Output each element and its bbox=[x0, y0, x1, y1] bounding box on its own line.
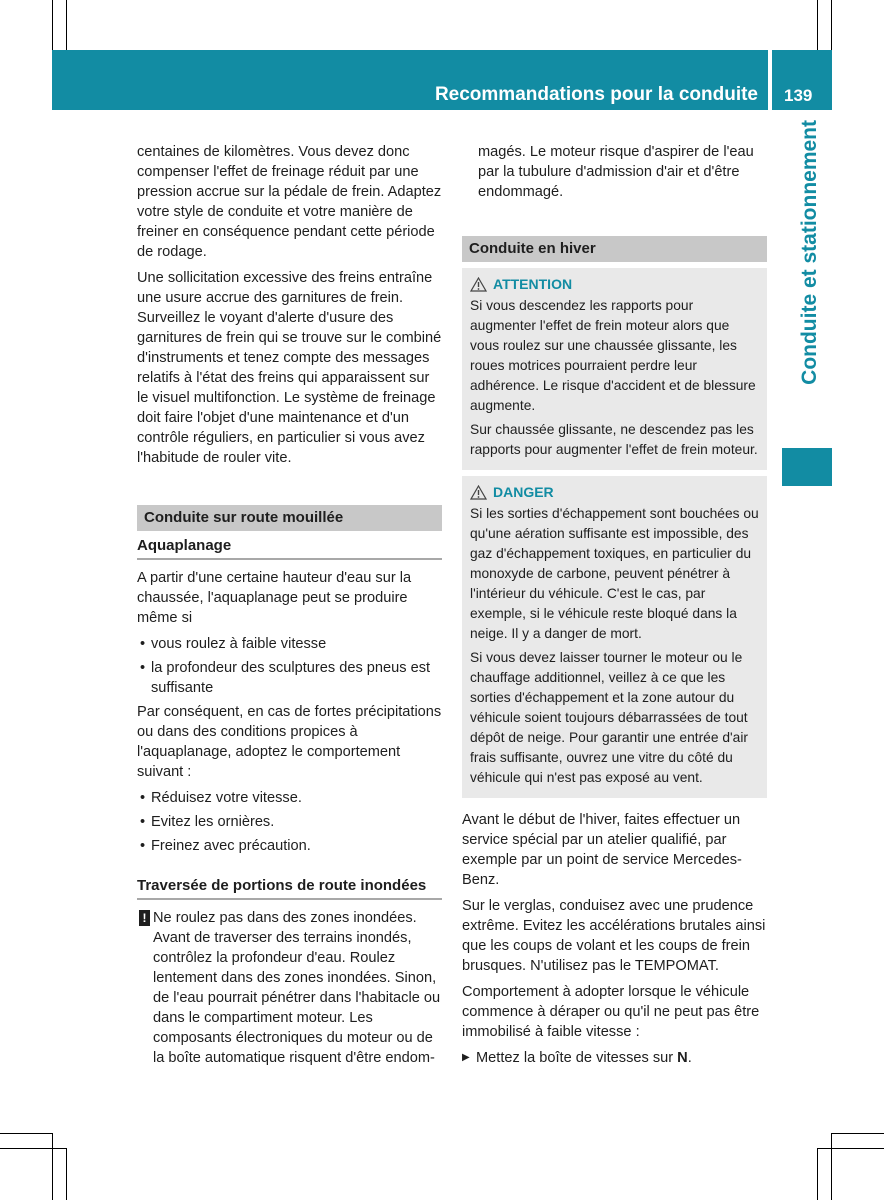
list-item: • Réduisez votre vitesse. bbox=[137, 788, 442, 808]
winter-paragraph: Comportement à adopter lorsque le véhicule commence à déraper ou qu'il ne peut pas être immobilisé à faible vitesse : bbox=[462, 984, 760, 1040]
page-title: Recommandations pour la conduite bbox=[434, 84, 758, 105]
crop-mark bbox=[52, 0, 53, 50]
crop-mark bbox=[817, 0, 818, 50]
header-band bbox=[52, 50, 768, 110]
danger-title bbox=[470, 482, 760, 502]
subheading-aquaplaning: Aquaplanage bbox=[137, 536, 442, 560]
side-tab-label: Conduite et stationnement bbox=[798, 120, 821, 385]
warning-triangle-icon bbox=[470, 277, 487, 292]
list-item: • Freinez avec précaution. bbox=[137, 836, 442, 856]
intro-paragraph: Une sollicitation excessive des freins entraîne une usure accrue des garnitures de frein. Surveillez le voyant d'alerte d'usure des garnitures de frein qui se trouve sur le combiné d'instruments et tenez compte des messages relatifs à l'état des freins qui apparaissent sur le visuel multifonction. Le système de freinage doit faire l'objet d'une maintenance et d'un contrôle réguliers, en particulier si vous avez l'habitude de rouler vite. bbox=[137, 270, 442, 466]
subheading-flooded-roads: Traversée de portions de route inondées bbox=[137, 876, 442, 900]
crop-mark bbox=[0, 1148, 66, 1149]
step-text: Mettez la boîte de vitesses sur bbox=[476, 1050, 678, 1066]
crop-mark bbox=[817, 1148, 884, 1149]
notice bbox=[137, 908, 442, 1068]
aquaplaning-intro: A partir d'une certaine hauteur d'eau sur la chaussée, l'aquaplanage peut se produire même si bbox=[137, 570, 412, 626]
list-item: • la profondeur des sculptures des pneus est suffisante bbox=[137, 658, 442, 698]
notice-text: Ne roulez pas dans des zones inondées. Avant de traverser des terrains inondés, contrôlez la profondeur d'eau. Roulez lentement dans des zones inondées. Sinon, de l'eau pourrait pénétrer dans l'habitacle ou dans le compartiment moteur. Les composants électroniques du moteur ou de la boîte automatique risquent d'être endom- bbox=[153, 910, 441, 1066]
attention-title bbox=[470, 274, 760, 294]
aquaplaning-advice: Par conséquent, en cas de fortes précipitations ou dans des conditions propices à l'aquaplanage, adoptez le comportement suivant : bbox=[137, 704, 442, 780]
crop-mark bbox=[52, 1133, 53, 1200]
danger-label: DANGER bbox=[493, 484, 554, 500]
attention-paragraph: Si vous descendez les rapports pour augmenter l'effet de frein moteur alors que vous roulez sur une chaussée glissante, les roues motrices pourraient perdre leur adhérence. Le risque d'accident et de blessure augmente. bbox=[470, 298, 756, 413]
crop-mark bbox=[817, 1148, 818, 1200]
side-tab-marker bbox=[782, 448, 832, 486]
crop-mark bbox=[831, 0, 832, 50]
crop-mark bbox=[831, 1133, 884, 1134]
danger-paragraph: Si vous devez laisser tourner le moteur ou le chauffage additionnel, veillez à ce que les sorties d'échappement et la zone autour du véhicule soient toujours débarrassées de tout dépôt de neige. Pour garantir une entrée d'air frais suffisante, ouvrez une vitre du côté du véhicule qui n'est pas exposé au vent. bbox=[470, 650, 748, 785]
step-end: . bbox=[687, 1050, 692, 1066]
section-heading-winter: Conduite en hiver bbox=[462, 236, 767, 262]
exclamation-icon: ! bbox=[139, 910, 150, 926]
page-number-box bbox=[772, 50, 832, 110]
crop-mark bbox=[0, 1133, 52, 1134]
winter-paragraph: Avant le début de l'hiver, faites effectuer un service spécial par un atelier qualifié, par exemple par un point de service Mercedes-Benz. bbox=[462, 812, 742, 888]
left-column bbox=[137, 142, 442, 1068]
danger-paragraph: Si les sorties d'échappement sont bouchées ou qu'une aération suffisante est impossible, des gaz d'échappement toxiques, en particulier du monoxyde de carbone, peuvent pénétrer à l'intérieur du véhicule. C'est le cas, par exemple, si le véhicule reste bloqué dans la neige. Il y a danger de mort. bbox=[470, 506, 759, 641]
list-item: • Evitez les ornières. bbox=[137, 812, 442, 832]
section-heading-wet-road: Conduite sur route mouillée bbox=[137, 505, 442, 531]
attention-box bbox=[462, 268, 767, 470]
crop-mark bbox=[66, 0, 67, 50]
attention-label: ATTENTION bbox=[493, 276, 573, 292]
danger-box bbox=[462, 476, 767, 798]
winter-paragraph: Sur le verglas, conduisez avec une prudence extrême. Evitez les accélérations brutales ainsi que les coups de volant et les coups de frein brusques. N'utilisez pas le TEMPOMAT. bbox=[462, 898, 766, 974]
step-gear: N bbox=[677, 1050, 688, 1066]
attention-paragraph: Sur chaussée glissante, ne descendez pas les rapports pour augmenter l'effet de frein moteur. bbox=[470, 422, 758, 457]
intro-paragraph: centaines de kilomètres. Vous devez donc compenser l'effet de freinage réduit par une pression accrue sur la pédale de frein. Adaptez votre style de conduite et votre manière de freiner en conséquence pendant cette période de rodage. bbox=[137, 144, 442, 260]
crop-mark bbox=[66, 1148, 67, 1200]
list-item: • vous roulez à faible vitesse bbox=[137, 634, 442, 654]
side-tab bbox=[772, 112, 832, 442]
right-column bbox=[462, 142, 767, 1068]
warning-triangle-icon bbox=[470, 485, 487, 500]
instruction-step bbox=[462, 1048, 767, 1068]
continuation-paragraph: magés. Le moteur risque d'aspirer de l'eau par la tubulure d'admission d'air et d'être endommagé. bbox=[478, 144, 754, 200]
crop-mark bbox=[831, 1133, 832, 1200]
page-number: 139 bbox=[784, 86, 813, 105]
